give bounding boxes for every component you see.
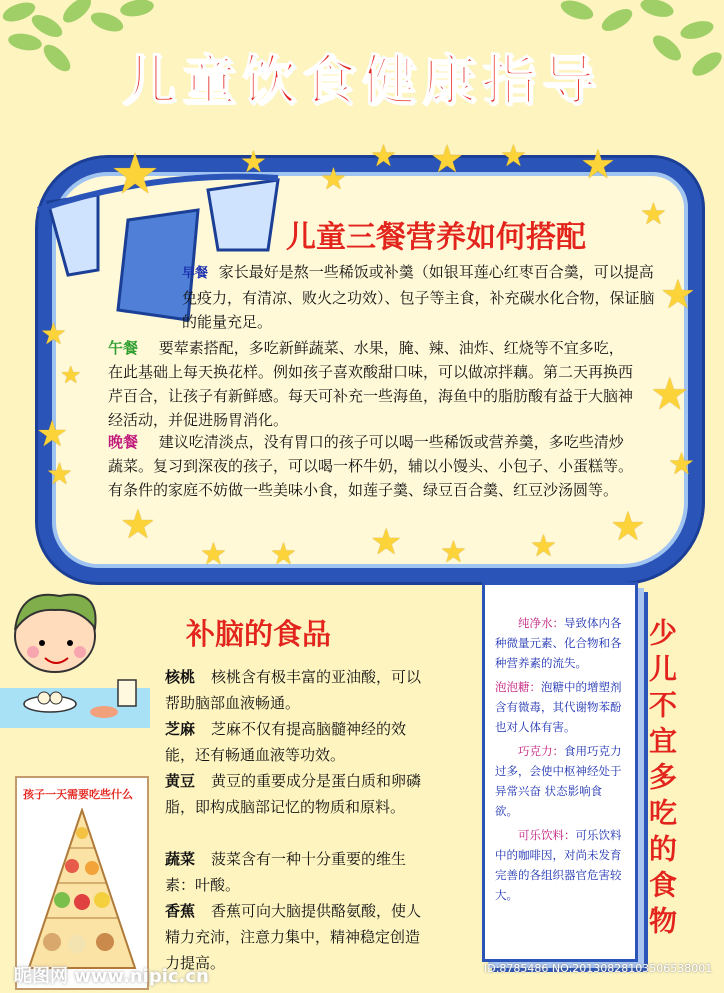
star-icon: ★ (120, 502, 156, 548)
child-eating-illustration (0, 588, 150, 736)
food-description: 香蕉可向大脑提供酪氨酸，使人精力充沛，注意力集中，精神稳定创造力提高。 (165, 902, 422, 972)
avoid-food-name: 纯净水： (518, 616, 564, 630)
food-description: 核桃含有极丰富的亚油酸，可以帮助脑部血液畅通。 (165, 668, 422, 712)
brain-food-item (165, 664, 433, 716)
star-icon: ★ (110, 142, 161, 207)
avoid-food-text: 食用巧克力过多，会使中枢神经处于异常兴奋 状态影响食欲。 (495, 744, 622, 818)
food-name: 核桃 (165, 668, 196, 686)
star-icon: ★ (46, 457, 73, 492)
lunch-label: 午餐 (108, 339, 139, 357)
star-icon: ★ (60, 361, 82, 389)
star-icon: ★ (370, 139, 397, 174)
star-icon: ★ (370, 522, 403, 563)
food-description: 黄豆的重要成分是蛋白质和卵磷脂，即构成脑部记忆的物质和原料。 (165, 772, 422, 816)
pyramid-caption: 孩子一天需要吃些什么 (23, 788, 133, 801)
star-icon: ★ (530, 529, 557, 564)
id-watermark: ID:8785486 NO:20130828103506538001 (484, 962, 713, 975)
star-icon: ★ (650, 369, 690, 420)
page-title: 儿童饮食健康指导 (122, 49, 602, 112)
food-pyramid-icon (27, 808, 137, 978)
star-icon: ★ (320, 162, 347, 197)
food-name: 蔬菜 (165, 850, 196, 868)
brain-foods-heading: 补脑的食品 (186, 617, 332, 651)
breakfast-text: 家长最好是熬一些稀饭或补羹（如银耳莲心红枣百合羹，可以提高免疫力，有清凉、败火之功效）、包子等主食，补充碳水化合物，保证脑的能量充足。 (182, 263, 655, 331)
star-icon: ★ (610, 504, 646, 550)
star-icon: ★ (668, 447, 695, 482)
avoid-foods-heading: 少儿不宜多吃的食物 (645, 618, 678, 942)
star-icon: ★ (270, 537, 297, 572)
food-description: 菠菜含有一种十分重要的维生素：叶酸。 (165, 850, 407, 894)
brain-food-item (165, 846, 433, 898)
avoid-food-name: 巧克力： (518, 744, 564, 758)
avoid-food-text: 泡糖中的增塑剂含有微毒，其代谢物苯酚也对人体有害。 (495, 680, 622, 734)
brain-food-item (165, 768, 433, 820)
food-description: 芝麻不仅有提高脑髓神经的效能，还有畅通血液等功效。 (165, 720, 407, 764)
avoid-food-item (495, 677, 623, 737)
star-icon: ★ (430, 137, 465, 181)
breakfast-paragraph (182, 260, 662, 334)
avoid-food-item (495, 741, 623, 821)
avoid-food-text: 可乐饮料中的咖啡因，对尚未发育完善的各组织器官危害较大。 (495, 828, 622, 902)
star-icon: ★ (440, 535, 467, 570)
star-icon: ★ (500, 139, 527, 174)
star-icon: ★ (660, 272, 696, 318)
avoid-food-text: 导致体内各种微量元素、化合物和各种营养素的流失。 (495, 616, 622, 670)
breakfast-label: 早餐 (182, 266, 209, 281)
food-pyramid-board (15, 776, 149, 990)
food-name: 芝麻 (165, 720, 196, 738)
star-icon: ★ (240, 145, 267, 180)
site-watermark: 昵图网 www.nipic.cn (14, 966, 209, 987)
avoid-foods-scroll (482, 582, 638, 962)
avoid-food-name: 可乐饮料： (518, 828, 576, 842)
star-icon: ★ (40, 317, 67, 352)
avoid-food-item (495, 825, 623, 905)
brain-food-item (165, 716, 433, 768)
star-icon: ★ (580, 142, 616, 188)
star-icon: ★ (36, 414, 69, 455)
lunch-paragraph (108, 336, 638, 432)
dinner-paragraph (108, 430, 638, 502)
avoid-food-name: 泡泡糖： (495, 680, 541, 694)
avoid-food-item (495, 613, 623, 673)
star-icon: ★ (640, 197, 667, 232)
food-name: 香蕉 (165, 902, 196, 920)
food-name: 黄豆 (165, 772, 196, 790)
dinner-label: 晚餐 (108, 433, 139, 451)
avoid-foods-list (495, 613, 623, 905)
dinner-text: 建议吃清淡点，没有胃口的孩子可以喝一些稀饭或营养羹，多吃些清炒蔬菜。复习到深夜的孩子，可以喝一杯牛奶，辅以小馒头、小包子、小蛋糕等。有条件的家庭不妨做一些美味小食，如莲子羹、绿豆百合羹、红豆沙汤圆等。 (108, 433, 634, 499)
lunch-text: 要荤素搭配，多吃新鲜蔬菜、水果，腌、辣、油炸、红烧等不宜多吃，在此基础上每天换花样。例如孩子喜欢酸甜口味，可以做凉拌藕。第二天再换西芹百合，让孩子有新鲜感。每天可补充一些海鱼，海鱼中的脂肪酸有益于大脑神经活动，并促进肠胃消化。 (108, 339, 634, 429)
meals-heading: 儿童三餐营养如何搭配 (286, 220, 586, 255)
star-icon: ★ (200, 537, 227, 572)
